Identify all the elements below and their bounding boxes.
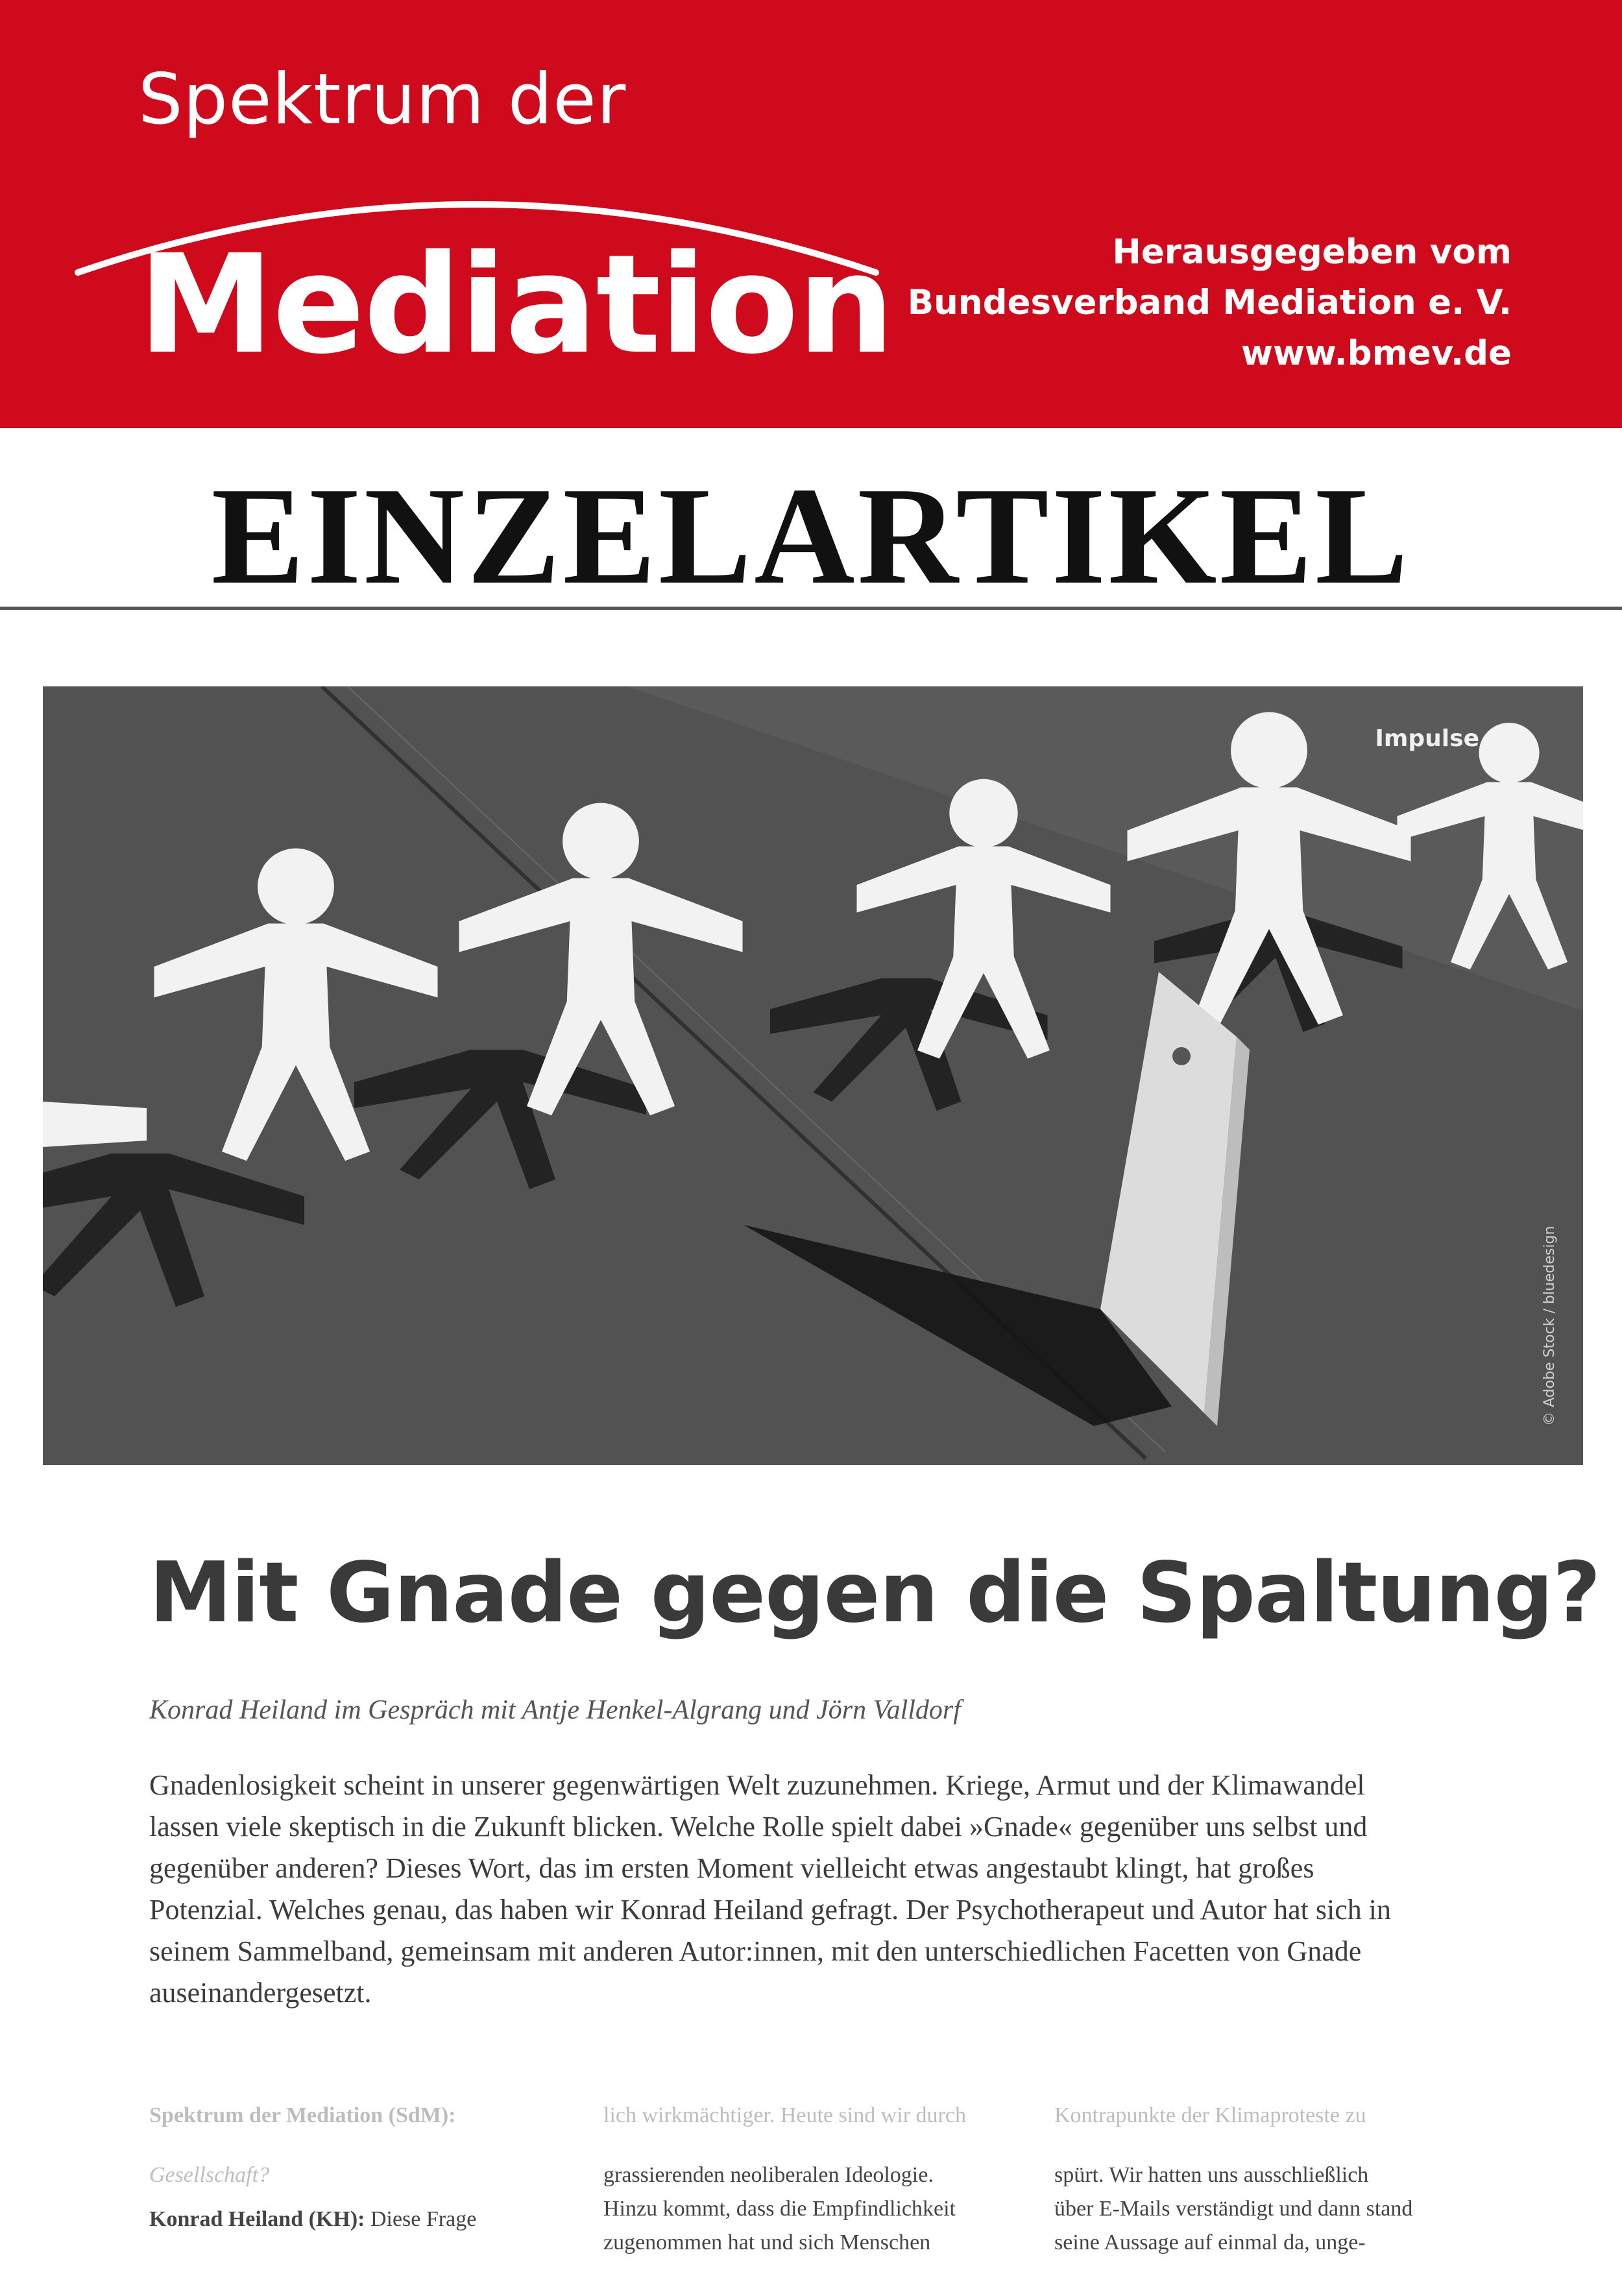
publisher-info	[908, 227, 1512, 379]
body-line: Kontrapunkte der Klimaproteste zu	[1054, 2103, 1366, 2127]
document-type-banner	[0, 428, 1622, 613]
answer-text: Diese Frage	[370, 2207, 477, 2231]
body-line: spürt. Wir hatten uns ausschließlich	[1054, 2163, 1369, 2187]
publisher-organization: Bundesverband Mediation e. V.	[907, 283, 1512, 322]
body-column-1	[149, 2099, 551, 2247]
body-line: lich wirkmächtiger. Heute sind wir durch	[603, 2103, 966, 2127]
masthead	[0, 0, 1622, 428]
body-line: Hinzu kommt, dass die Empfindlichkeit	[603, 2197, 956, 2221]
article-headline: Mit Gnade gegen die Spaltung?	[149, 1545, 1601, 1641]
article-body-columns	[149, 2099, 1479, 2296]
body-column-3	[1054, 2099, 1457, 2270]
article-photo	[43, 686, 1583, 1465]
document-type-title: EINZELARTIKEL	[211, 458, 1411, 613]
brand-title-main: Mediation	[138, 225, 893, 384]
section-label: Impulse	[1375, 725, 1479, 752]
body-line: zugenommen hat und sich Menschen	[603, 2230, 931, 2254]
publisher-line: Herausgegeben vom	[1112, 232, 1512, 272]
interviewee-label: Konrad Heiland (KH):	[149, 2207, 365, 2231]
article-lead: Gnadenlosigkeit scheint in unserer gegenwärtigen Welt zuzunehmen. Kriege, Armut und der Klimawandel lassen viele skeptisch in die Zukunft blicken. Welche Rolle spielt dabei »Gnade« gegenüber uns selbst und gegenüber anderen? Dieses Wort, das im ersten Moment vielleicht etwas angestaubt klingt, hat großes Potenzial. Welches genau, das haben wir Konrad Heiland gefragt. Der Psychotherapeut und Autor hat sich in seinem Sammelband, gemeinsam mit anderen Autor:innen, mit den unterschiedlichen Facetten von Gnade auseinandergesetzt.	[149, 1769, 1391, 2009]
article-byline: Konrad Heiland im Gespräch mit Antje Henkel-Algrang und Jörn Valldorf	[149, 1695, 961, 1725]
interviewer-label: Spektrum der Mediation (SdM):	[149, 2103, 456, 2127]
body-line: seine Aussage auf einmal da, unge-	[1054, 2230, 1366, 2254]
body-line: über E-Mails verständigt und dann stand	[1054, 2197, 1413, 2221]
publisher-url[interactable]: www.bmev.de	[1241, 333, 1512, 373]
photo-credit: © Adobe Stock / bluedesign	[1542, 1226, 1558, 1426]
body-line: grassierenden neoliberalen Ideologie.	[603, 2163, 934, 2187]
paper-chain-people-illustration	[43, 686, 1583, 1465]
brand-title-top: Spektrum der	[138, 59, 627, 140]
question-text: Gesellschaft?	[149, 2163, 270, 2187]
body-column-2	[603, 2099, 1006, 2270]
